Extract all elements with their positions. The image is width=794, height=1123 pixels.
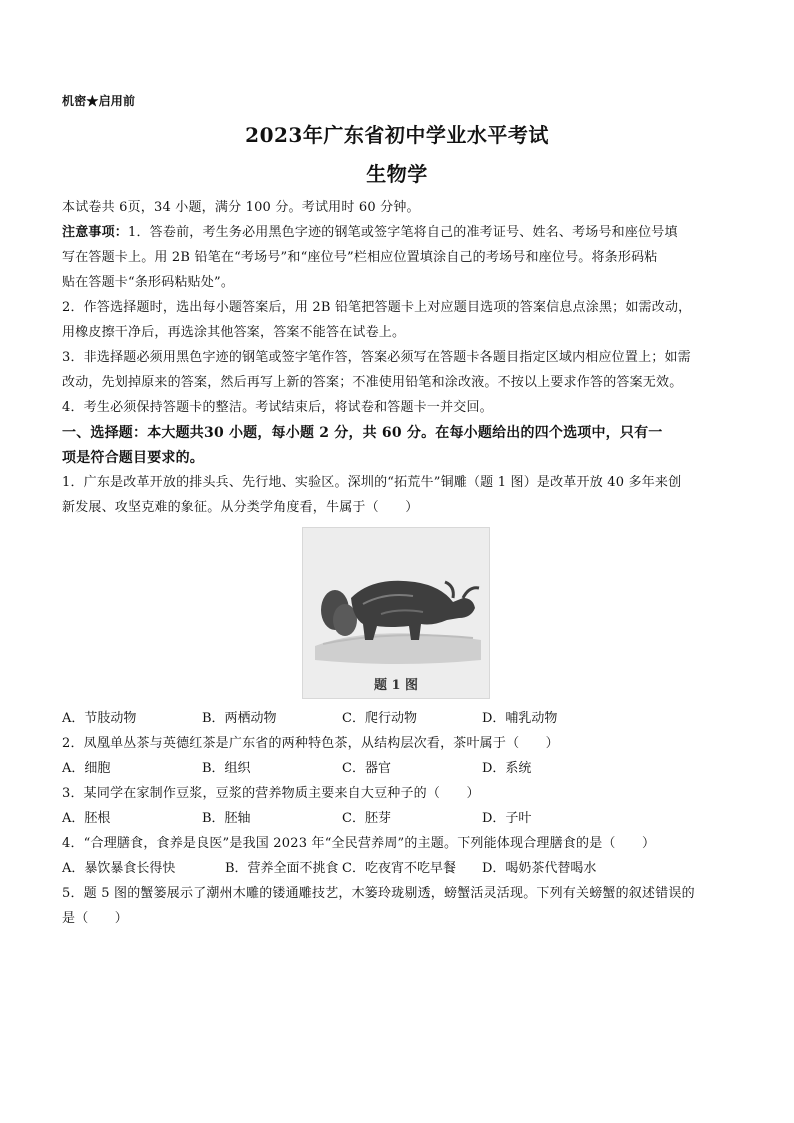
notice-item3-line1: 3．非选择题必须用黑色字迹的钢笔或签字笔作答，答案必须写在答题卡各题目指定区域内相应位置上；如需 — [62, 350, 691, 365]
q3-option-b[interactable]: B．胚轴 — [202, 811, 251, 826]
q1-option-a[interactable]: A．节肢动物 — [62, 711, 137, 726]
q1-stem-line2: 新发展、攻坚克难的象征。从分类学角度看，牛属于（ ） — [62, 500, 419, 515]
q5-stem-line1: 5．题 5 图的蟹篓展示了潮州木雕的镂通雕技艺，木篓玲珑剔透，螃蟹活灵活现。下列有关螃蟹的叙述错误的 — [62, 886, 695, 901]
q4-option-d[interactable]: D．喝奶茶代替喝水 — [482, 861, 597, 876]
notice-item1-text: 1．答卷前，考生务必用黑色字迹的钢笔或签字笔将自己的准考证号、姓名、考场号和座位号填 — [128, 225, 678, 240]
q3-option-d[interactable]: D．子叶 — [482, 811, 532, 826]
notice-item3-line2: 改动，先划掉原来的答案，然后再写上新的答案；不准使用铅笔和涂改液。不按以上要求作答的答案无效。 — [62, 375, 683, 390]
q3-option-a[interactable]: A．胚根 — [62, 811, 111, 826]
bull-statue-illustration — [303, 528, 489, 698]
q2-stem: 2．凤凰单丛茶与英德红茶是广东省的两种特色茶，从结构层次看，茶叶属于（ ） — [62, 736, 559, 751]
q1-option-b[interactable]: B．两栖动物 — [202, 711, 277, 726]
notice-item1-line3: 贴在答题卡“条形码粘贴处”。 — [62, 275, 235, 290]
q3-option-c[interactable]: C．胚芽 — [342, 811, 391, 826]
q4-option-c[interactable]: C．吃夜宵不吃早餐 — [342, 861, 456, 876]
q2-option-d[interactable]: D．系统 — [482, 761, 532, 776]
notice-item1-line2: 写在答题卡上。用 2B 铅笔在“考场号”和“座位号”栏相应位置填涂自己的考场号和座位号。将条形码粘 — [62, 250, 658, 265]
notice-item1-line1 — [62, 223, 734, 243]
q1-option-d[interactable]: D．哺乳动物 — [482, 711, 558, 726]
notice-item2-line2: 用橡皮擦干净后，再选涂其他答案，答案不能答在试卷上。 — [62, 325, 406, 340]
q1-option-c[interactable]: C．爬行动物 — [342, 711, 417, 726]
q4-option-b[interactable]: B．营养全面不挑食 — [225, 861, 339, 876]
bull-statue-figure — [302, 527, 490, 699]
notice-label: 注意事项： — [62, 225, 129, 240]
exam-title: 2023年广东省初中学业水平考试 — [245, 123, 549, 147]
subject-title: 生物学 — [366, 162, 428, 186]
notice-item2-line1: 2．作答选择题时，选出每小题答案后，用 2B 铅笔把答题卡上对应题目选项的答案信息点涂黑；如需改动， — [62, 300, 692, 315]
section1-heading-line2: 项是符合题目要求的。 — [62, 450, 204, 466]
q2-option-a[interactable]: A．细胞 — [62, 761, 111, 776]
q3-stem: 3．某同学在家制作豆浆，豆浆的营养物质主要来自大豆种子的（ ） — [62, 786, 480, 801]
confidential-label: 机密★启用前 — [62, 94, 136, 108]
q2-option-c[interactable]: C．器官 — [342, 761, 391, 776]
figure-caption: 题 1 图 — [373, 678, 419, 693]
q4-stem: 4．“合理膳食，食养是良医”是我国 2023 年“全民营养周”的主题。下列能体现合理膳食的是（ ） — [62, 836, 656, 851]
overview-text: 本试卷共 6页，34 小题，满分 100 分。考试用时 60 分钟。 — [62, 200, 420, 215]
q4-option-a[interactable]: A．暴饮暴食长得快 — [62, 861, 176, 876]
notice-item4: 4．考生必须保持答题卡的整洁。考试结束后，将试卷和答题卡一并交回。 — [62, 400, 493, 415]
q1-stem-line1: 1．广东是改革开放的排头兵、先行地、实验区。深圳的“拓荒牛”铜雕（题 1 图）是改革开放 40 多年来创 — [62, 475, 682, 490]
q5-stem-line2: 是（ ） — [62, 911, 129, 926]
q2-option-b[interactable]: B．组织 — [202, 761, 251, 776]
section1-heading-line1: 一、选择题：本大题共30 小题，每小题 2 分，共 60 分。在每小题给出的四个选项中，只有一 — [62, 425, 663, 441]
